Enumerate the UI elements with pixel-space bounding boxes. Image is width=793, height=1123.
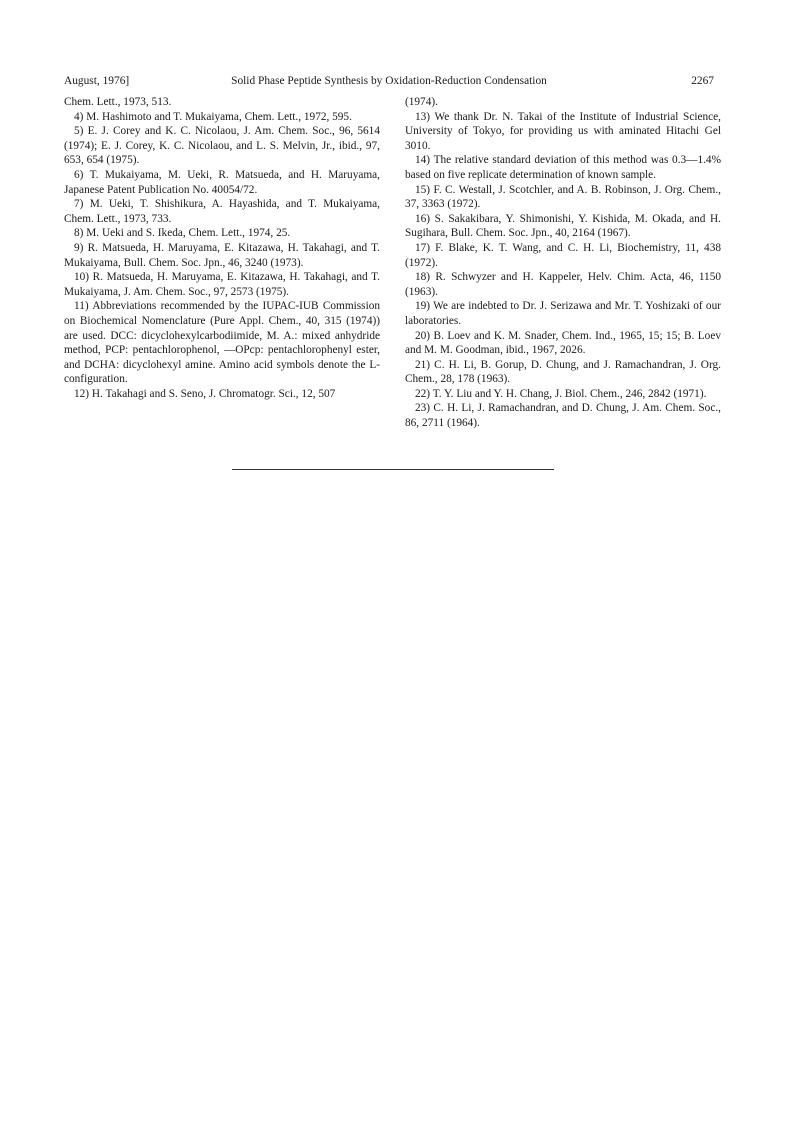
references-left-column bbox=[64, 95, 380, 401]
running-title: Solid Phase Peptide Synthesis by Oxidation-Reduction Condensation bbox=[231, 75, 547, 87]
reference-item bbox=[405, 387, 721, 402]
reference-text: M. Ueki and S. Ikeda, Chem. Lett., 1974, 25. bbox=[86, 227, 291, 240]
reference-number: 14) bbox=[415, 154, 431, 167]
reference-item bbox=[64, 241, 380, 270]
reference-number: 19) bbox=[415, 300, 431, 313]
reference-item bbox=[405, 329, 721, 358]
reference-number: 22) bbox=[415, 387, 431, 400]
reference-item bbox=[405, 241, 721, 270]
reference-item bbox=[64, 168, 380, 197]
reference-number: 20) bbox=[415, 329, 431, 342]
reference-number: 18) bbox=[415, 271, 431, 284]
reference-number: 4) bbox=[74, 110, 84, 123]
reference-text: B. Loev and K. M. Snader, Chem. Ind., 1965, 15; 15; B. Loev and M. M. Goodman, ibid., 1967, 2026. bbox=[405, 329, 721, 357]
reference-number: 5) bbox=[74, 125, 84, 138]
reference-item bbox=[405, 95, 721, 110]
reference-text: M. Ueki, T. Shishikura, A. Hayashida, and T. Mukaiyama, Chem. Lett., 1973, 733. bbox=[64, 198, 381, 225]
reference-item bbox=[64, 110, 380, 125]
reference-item bbox=[405, 153, 721, 182]
reference-number: 13) bbox=[415, 110, 431, 123]
reference-text: F. C. Westall, J. Scotchler, and A. B. Robinson, J. Org. Chem., 37, 3363 (1972). bbox=[405, 183, 721, 211]
reference-item bbox=[405, 401, 721, 430]
page-number: 2267 bbox=[691, 75, 714, 87]
reference-number: 17) bbox=[415, 241, 431, 254]
reference-number: 12) bbox=[74, 387, 90, 400]
issue-date: August, 1976] bbox=[64, 75, 130, 87]
reference-item bbox=[64, 124, 380, 168]
reference-number: 15) bbox=[415, 183, 431, 196]
reference-text: H. Takahagi and S. Seno, J. Chromatogr. Sci., 12, 507 bbox=[91, 387, 336, 400]
reference-text: We thank Dr. N. Takai of the Institute of Industrial Science, University of Tokyo, for providing us with aminated Hitachi Gel 3010. bbox=[405, 110, 721, 152]
reference-item bbox=[405, 358, 721, 387]
reference-text: Chem. Lett., 1973, 513. bbox=[64, 96, 172, 108]
reference-item bbox=[64, 226, 380, 241]
reference-item bbox=[405, 299, 721, 328]
reference-text: S. Sakakibara, Y. Shimonishi, Y. Kishida, M. Okada, and H. Sugihara, Bull. Chem. Soc. Jpn., 40, 2164 (1967). bbox=[405, 212, 722, 240]
reference-text: C. H. Li, B. Gorup, D. Chung, and J. Ramachandran, J. Org. Chem., 28, 178 (1963). bbox=[405, 358, 721, 386]
end-rule bbox=[232, 469, 554, 470]
reference-text: C. H. Li, J. Ramachandran, and D. Chung, J. Am. Chem. Soc., 86, 2711 (1964). bbox=[405, 402, 721, 430]
reference-text: F. Blake, K. T. Wang, and C. H. Li, Biochemistry, 11, 438 (1972). bbox=[405, 241, 721, 269]
reference-item bbox=[64, 270, 380, 299]
reference-item bbox=[64, 197, 380, 226]
reference-number: 16) bbox=[415, 212, 431, 225]
reference-number: 11) bbox=[74, 300, 89, 313]
reference-text: R. Matsueda, H. Maruyama, E. Kitazawa, H. Takahagi, and T. Mukaiyama, J. Am. Chem. Soc., 97, 2573 (1975). bbox=[64, 271, 380, 298]
reference-text: Abbreviations recommended by the IUPAC-IUB Commission on Biochemical Nomenclature (Pure Appl. Chem., 40, 315 (1974)) are used. DCC: dicyclohexylcarbodiimide, M. A.: mixed anhydride method, PCP: pentachlorophenol, —OPcp: pentachlorophenyl ester, and DCHA: dicyclohexyl amine. Amino acid symbols denote the L-configuration. bbox=[64, 300, 380, 386]
reference-number: 7) bbox=[74, 198, 84, 211]
reference-text: E. J. Corey and K. C. Nicolaou, J. Am. Chem. Soc., 96, 5614 (1974); E. J. Corey, K. C. Nicolaou, and L. S. Melvin, Jr., ibid., 97, 653, 654 (1975). bbox=[64, 125, 380, 167]
reference-text: We are indebted to Dr. J. Serizawa and Mr. T. Yoshizaki of our laboratories. bbox=[405, 300, 721, 327]
reference-item bbox=[405, 183, 721, 212]
reference-text: T. Y. Liu and Y. H. Chang, J. Biol. Chem., 246, 2842 (1971). bbox=[432, 387, 707, 400]
reference-text: R. Matsueda, H. Maruyama, E. Kitazawa, H. Takahagi, and T. Mukaiyama, Bull. Chem. Soc. Jpn., 46, 3240 (1973). bbox=[64, 241, 380, 269]
reference-number: 6) bbox=[74, 168, 84, 181]
reference-item bbox=[405, 212, 721, 241]
references-right-column bbox=[405, 95, 721, 431]
reference-item bbox=[64, 299, 380, 387]
reference-text: R. Schwyzer and H. Kappeler, Helv. Chim. Acta, 46, 1150 (1963). bbox=[405, 271, 722, 298]
reference-text: The relative standard deviation of this method was 0.3—1.4% based on five replicate determination of known sample. bbox=[405, 154, 721, 181]
reference-number: 21) bbox=[415, 358, 431, 371]
reference-text: M. Hashimoto and T. Mukaiyama, Chem. Lett., 1972, 595. bbox=[86, 110, 352, 123]
reference-item bbox=[405, 270, 721, 299]
reference-text: T. Mukaiyama, M. Ueki, R. Matsueda, and H. Maruyama, Japanese Patent Publication No. 40054/72. bbox=[64, 168, 380, 196]
reference-number: 8) bbox=[74, 227, 84, 240]
reference-number: 9) bbox=[74, 241, 84, 254]
reference-text: (1974). bbox=[405, 96, 438, 108]
reference-number: 10) bbox=[74, 271, 90, 284]
reference-item bbox=[64, 95, 380, 110]
reference-item bbox=[64, 387, 380, 402]
reference-number: 23) bbox=[415, 402, 431, 415]
running-header bbox=[64, 75, 714, 89]
reference-item bbox=[405, 110, 721, 154]
